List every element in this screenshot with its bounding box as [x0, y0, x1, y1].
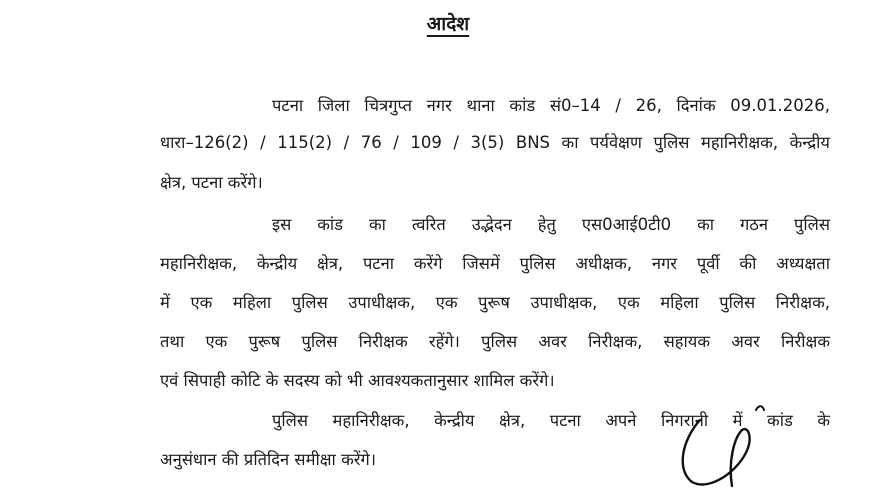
- paragraph-3-line-2: अनुसंधान की प्रतिदिन समीक्षा करेंगे।: [160, 450, 377, 469]
- paragraph-3-line-1: पुलिस महानिरीक्षक, केन्द्रीय क्षेत्र, पटना अपने निगरानी में कांड के: [272, 411, 830, 430]
- paragraph-2-line-4: तथा एक पुरूष पुलिस निरीक्षक रहेंगे। पुलिस अवर निरीक्षक, सहायक अवर निरीक्षक: [160, 332, 830, 351]
- paragraph-2-line-3: में एक महिला पुलिस उपाधीक्षक, एक पुरूष उपाधीक्षक, एक महिला पुलिस निरीक्षक,: [160, 293, 830, 312]
- paragraph-1-line-2: धारा–126(2) / 115(2) / 76 / 109 / 3(5) BNS का पर्यवेक्षण पुलिस महानिरीक्षक, केन्द्रीय: [160, 133, 830, 152]
- paragraph-2-line-5: एवं सिपाही कोटि के सदस्य को भी आवश्यकतानुसार शामिल करेंगे।: [160, 371, 555, 390]
- document-title: आदेश: [426, 13, 470, 35]
- paragraph-2-line-2: महानिरीक्षक, केन्द्रीय क्षेत्र, पटना करेंगे जिसमें पुलिस अधीक्षक, नगर पूर्वी की अध्यक्षता: [160, 254, 830, 273]
- paragraph-2-line-1: इस कांड का त्वरित उद्भेदन हेतु एस0आई0टी0 का गठन पुलिस: [272, 215, 830, 234]
- paragraph-1-line-1: पटना जिला चित्रगुप्त नगर थाना कांड सं0–14 / 26, दिनांक 09.01.2026,: [272, 96, 830, 115]
- paragraph-1-line-3: क्षेत्र, पटना करेंगे।: [160, 173, 263, 192]
- handwritten-signature: [670, 400, 896, 490]
